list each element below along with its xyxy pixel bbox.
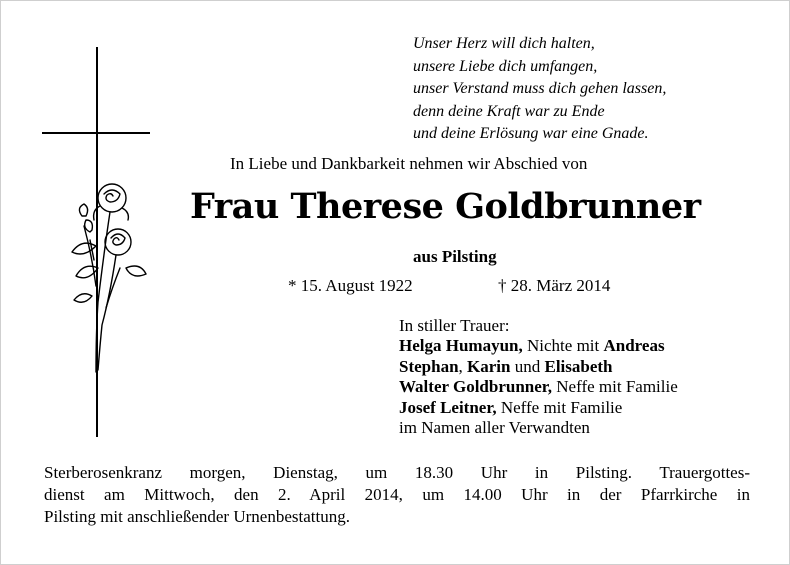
mourner-relation: Neffe mit Familie [552,377,678,397]
mourner-line [399,398,779,418]
mourner-line [399,357,779,377]
poem-line: Unser Herz will dich halten, [413,35,595,52]
service-line: Sterberosenkranz morgen, Dienstag, um 18.30 Uhr in Pilsting. Trauergottes- [44,463,750,482]
mourner-name: Elisabeth [544,356,613,376]
service-line: dienst am Mittwoch, den 2. April 2014, um 14.00 Uhr in der Pfarrkirche in [44,485,750,504]
poem-line: denn deine Kraft war zu Ende [413,102,605,120]
mourner-line [399,336,779,356]
separator: und [510,356,545,376]
poem-line: unser Verstand muss dich gehen lassen, [413,80,667,97]
poem-line: und deine Erlösung war eine Gnade. [413,125,649,142]
mourner-line: im Namen aller Verwandten [399,418,590,438]
poem [413,33,773,146]
birth-date: * 15. August 1922 [288,276,413,295]
deceased-name: Frau Therese Goldbrunner [190,186,701,227]
mourner-relation: Neffe mit Familie [496,397,623,417]
mourner-name: Helga Humayun, [399,336,523,356]
service-details [44,462,750,528]
poem-line: unsere Liebe dich umfangen, [413,57,598,75]
mourner-relation: Nichte mit [522,336,604,356]
service-line: Pilsting mit anschließender Urnenbestattung. [44,507,350,526]
separator: , [458,356,468,376]
cross-icon-bar [42,132,150,134]
mourner-name: Andreas [603,336,665,356]
mourner-name: Karin [467,356,511,376]
farewell-intro: In Liebe und Dankbarkeit nehmen wir Abschied von [230,154,588,173]
deceased-origin: aus Pilsting [413,247,497,266]
death-date: † 28. März 2014 [498,276,611,295]
mourners-list [399,316,779,438]
roses-icon [60,180,150,380]
mourner-name: Stephan [399,356,459,376]
mourner-name: Josef Leitner, [399,397,497,417]
mourner-name: Walter Goldbrunner, [399,377,553,397]
mourner-line [399,377,779,397]
mourners-heading: In stiller Trauer: [399,316,510,335]
